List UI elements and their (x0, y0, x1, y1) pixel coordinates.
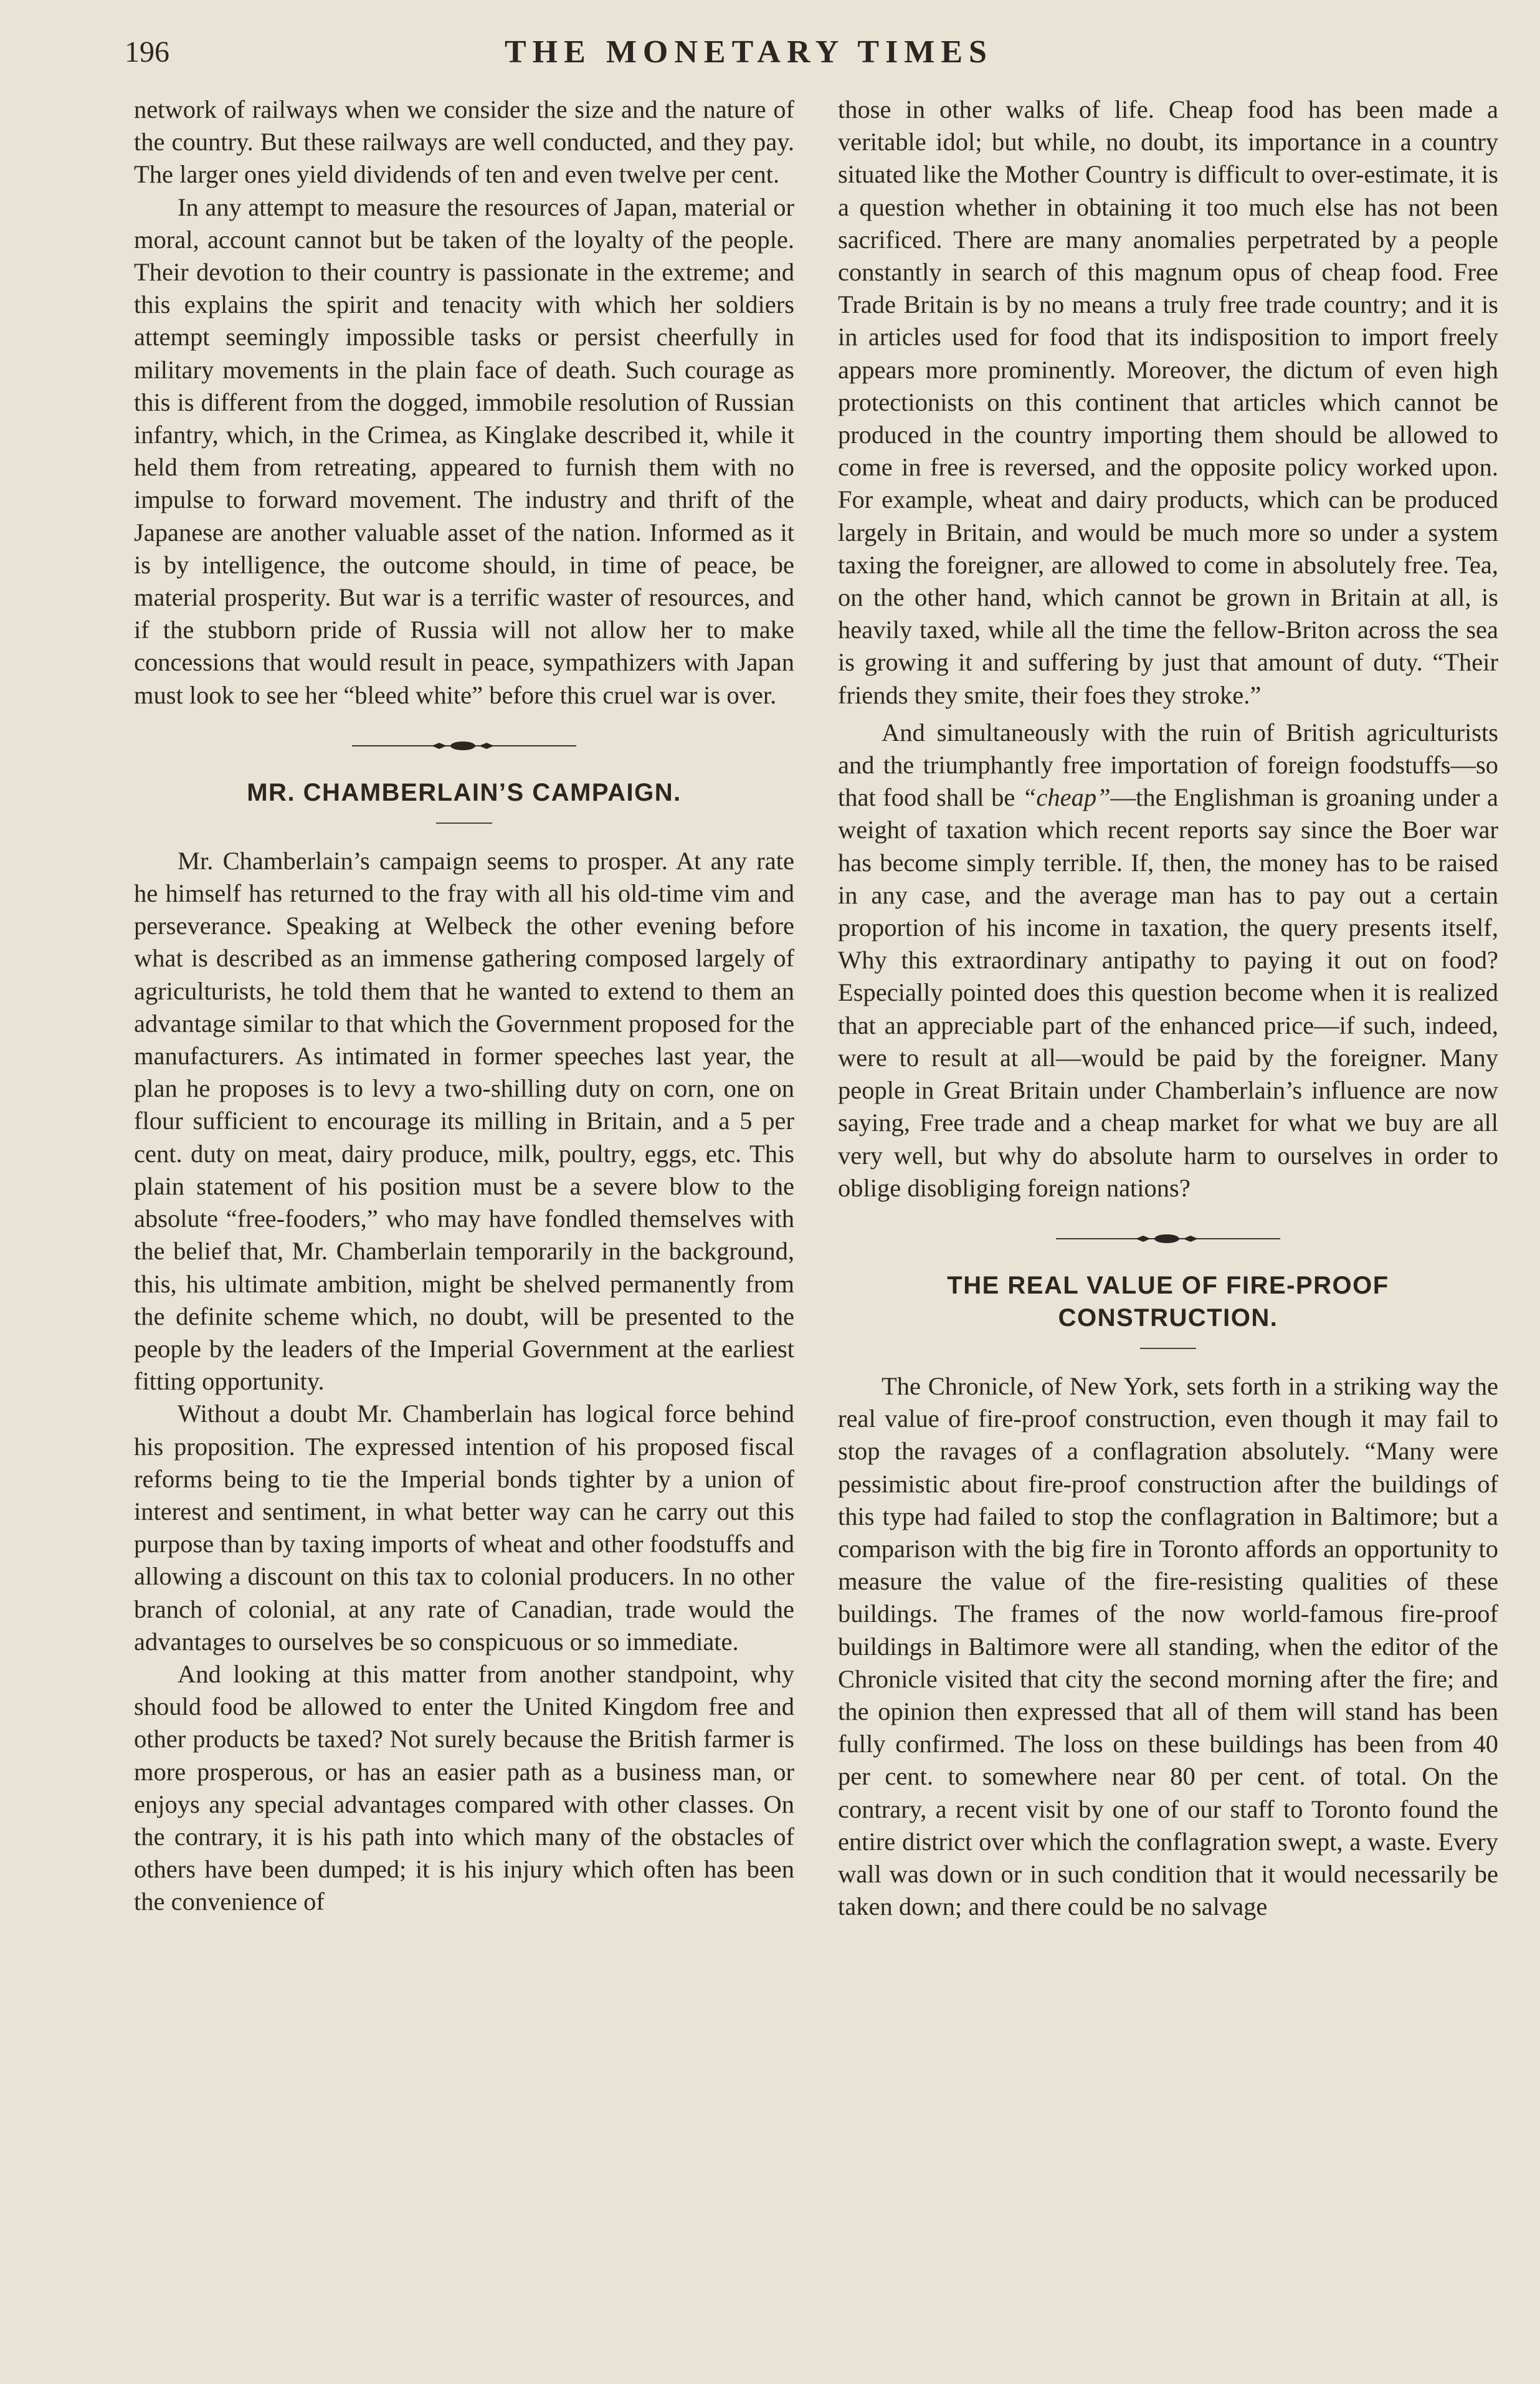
right-column (838, 93, 1498, 1923)
journal-title: THE MONETARY TIMES (505, 34, 993, 70)
heading-fire-proof (838, 1269, 1498, 1334)
page-header (125, 30, 1414, 74)
paragraph-japan-resources: In any attempt to measure the resources of Japan, material or moral, account cannot but be taken of the loyalty of the people. Their devotion to their country is passionate in the extreme; and this explains the spirit and tenacity with which her soldiers attempt seemingly impossible tasks or persist cheerfully in military movements in the plain face of death. Such courage as this is different from the dogged, immobile resolution of Russian infantry, which, in the Crimea, as Kinglake described it, while it held them from retreating, appeared to furnish them with no impulse to forward movement. The industry and thrift of the Japanese are another valuable asset of the nation. Informed as it is by intelligence, the outcome should, in time of peace, be material prosperity. But war is a terrific waster of resources, and if the stubborn pride of Russia will not allow her to make concessions that would result in peace, sympathizers with Japan must look to see her “bleed white” before this cruel war is over. (134, 193, 794, 709)
paragraph-chamberlain-3: And looking at this matter from another standpoint, why should food be allowed to enter the United Kingdom free and other products be taxed? Not surely because the British farmer is more prosperous, or has an easier path as a business man, or enjoys any special advantages compared with other classes. On the contrary, it is his path into which many of the obstacles of others have been dumped; it is his injury which often has been the convenience of (134, 1659, 794, 1916)
taxation-text-1: And simultaneously with the ruin of British agriculturists and the triumphantly free importation of foreign foodstuffs—so that food shall be (838, 718, 1498, 812)
heading-fire-proof-line2: CONSTRUCTION. (1058, 1304, 1278, 1332)
page-number: 196 (125, 35, 169, 69)
paragraph-fire-proof: The Chronicle, of New York, sets forth in a striking way the real value of fire-proof construction, even though it may fail to stop the ravages of a conflagration absolutely. “Many were pessimistic about fire-proof construction after the buildings of this type had failed to stop the conflagration in Baltimore; but a comparison with the big fire in Toronto affords an opportunity to measure the value of the fire-resisting qualities of these buildings. The frames of the now world-famous fire-proof buildings in Baltimore were all standing, when the editor of the Chronicle visited that city the second morning after the fire; and the opinion then expressed that all of them will stand has been fully confirmed. The loss on these buildings has been from 40 per cent. to somewhere near 80 per cent. of total. On the contrary, a recent visit by one of our staff to Toronto found the entire district over which the conflagration swept, a waste. Every wall was down or in such condition that it would necessarily be taken down; and there could be no salvage (838, 1371, 1498, 1921)
article-japan-continued: network of railways when we consider the size and the nature of the country. But these railways are well conducted, and they pay. The larger ones yield dividends of ten and even twelve per cent. (134, 95, 794, 189)
section-divider-ornament (134, 724, 794, 768)
paragraph-cheap-food: those in other walks of life. Cheap food has been made a veritable idol; but while, no doubt, its importance in a country situated like the Mother Country is difficult to over-estimate, it is a question whether in obtaining it too much else has not been sacrificed. There are many anomalies perpetrated by a people constantly in search of this magnum opus of cheap food. Free Trade Britain is by no means a truly free trade country; and it is in articles used for food that its indisposition to import freely appears more prominently. Moreover, the dictum of even high protectionists on this continent that articles which cannot be produced in the country importing them should be allowed to come in free is reversed, and the opposite policy worked upon. For example, wheat and dairy products, which can be produced largely in Britain, and would be much more so under a system taxing the foreigner, are allowed to come in absolutely free. Tea, on the other hand, which cannot be grown in Britain at all, is heavily taxed, while all the time the fellow-Briton across the sea is growing it and suffering by just that amount of duty. “Their friends they smite, their foes they stroke.” (838, 95, 1498, 709)
paragraph-chamberlain-1: Mr. Chamberlain’s campaign seems to prosper. At any rate he himself has returned to the fray with all his old-time vim and perseverance. Speaking at Welbeck the other evening before what is described as an immense gathering composed largely of agriculturists, he told them that he wanted to extend to them an advantage similar to that which the Government proposed for the manufacturers. As intimated in former speeches last year, the plan he proposes is to levy a two-shilling duty on corn, one on flour sufficient to encourage its milling in Britain, and a 5 per cent. duty on meat, dairy produce, milk, poultry, eggs, etc. This plain statement of his position must be a severe blow to the absolute “free-fooders,” who may have fondled themselves with the belief that, Mr. Chamberlain temporarily in the background, this, his ultimate ambition, might be shelved permanently from the definite scheme which, no doubt, will be presented to the people by the leaders of the Imperial Government at the earliest fitting opportunity. (134, 846, 794, 1396)
heading-rule (1140, 1348, 1196, 1349)
paragraph-chamberlain-2: Without a doubt Mr. Chamberlain has logical force behind his proposition. The expressed intention of his proposed fiscal reforms being to tie the Imperial bonds tighter by a union of interest and sentiment, in what better way can he carry out this purpose than by taxing imports of wheat and other foodstuffs and allowing a discount on this tax to colonial producers. In no other branch of colonial, at any rate of Canadian, trade would the advantages to ourselves be so conspicuous or so immediate. (134, 1399, 794, 1656)
cheap-italic: “cheap” (1022, 783, 1111, 812)
heading-fire-proof-line1: THE REAL VALUE OF FIRE-PROOF (947, 1271, 1389, 1299)
section-divider-ornament (838, 1217, 1498, 1261)
heading-chamberlain-campaign: MR. CHAMBERLAIN’S CAMPAIGN. (247, 778, 682, 806)
heading-rule (436, 822, 492, 824)
left-column (134, 93, 794, 1919)
paragraph-taxation (838, 717, 1498, 1204)
taxation-text-2: —the Englishman is groaning under a weight of taxation which recent reports say since the Boer war has become simply terrible. If, then, the money has to be raised in any case, and the average man has to pay out a certain proportion of his income in taxation, the query presents itself, Why this extraordinary antipathy to paying it out on food? Especially pointed does this question become when it is realized that an appreciable part of the enhanced price—if such, indeed, were to result at all—would be paid by the foreigner. Many people in Great Britain under Chamberlain’s influence are now saying, Free trade and a cheap market for what we buy are all very well, but why do absolute harm to ourselves in order to oblige disobliging foreign nations? (838, 783, 1498, 1202)
